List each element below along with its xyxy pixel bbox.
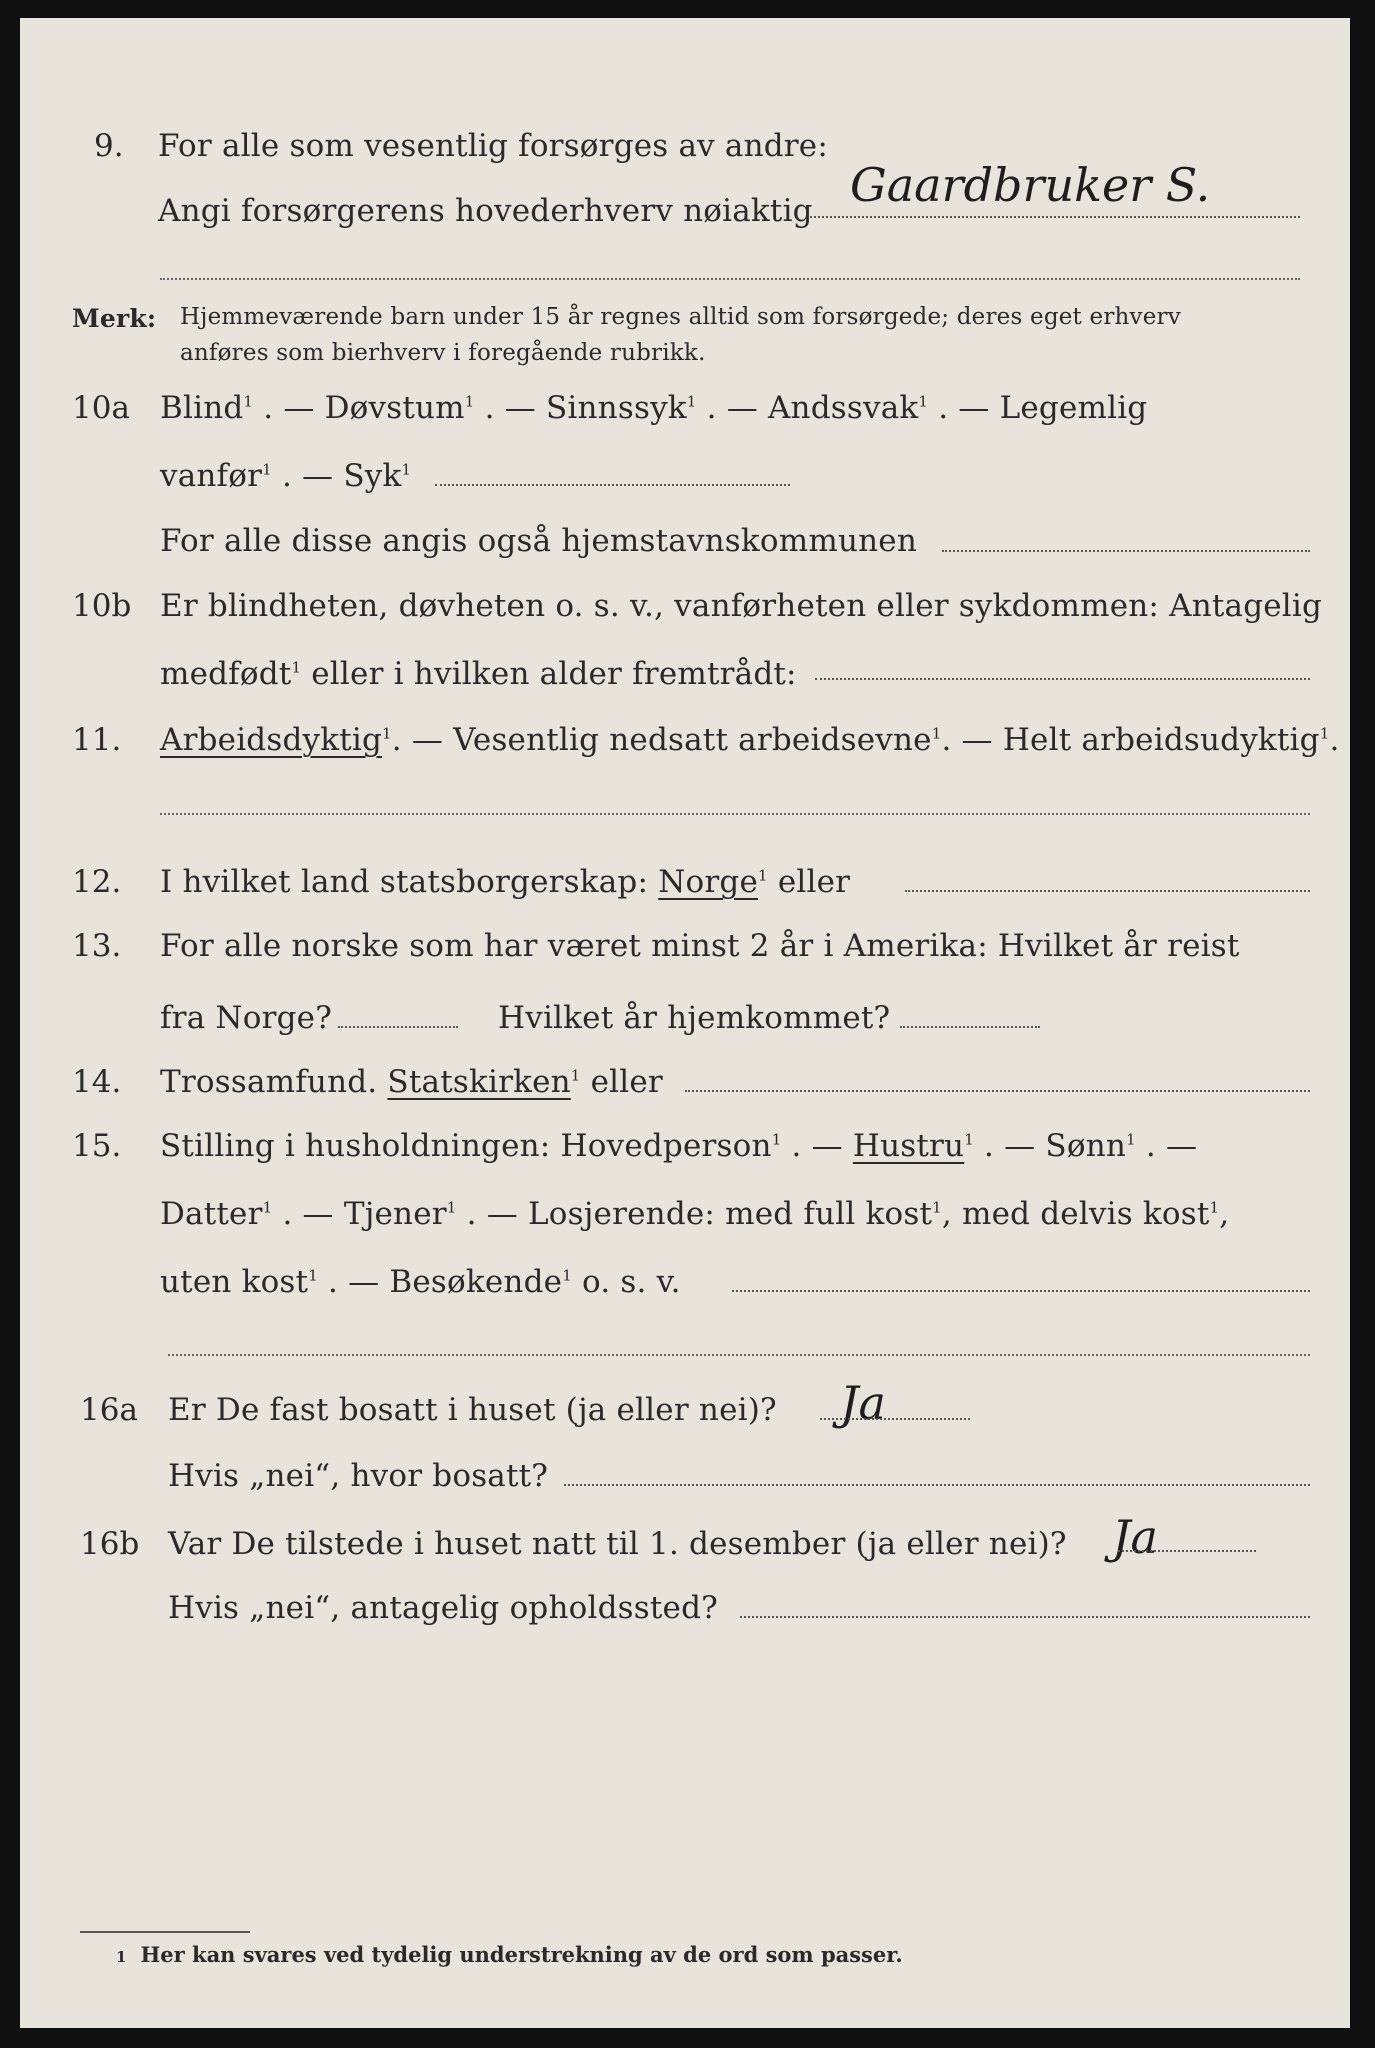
q16a-answer-line — [820, 1418, 970, 1420]
q11-extra-line — [160, 813, 1310, 815]
q12-line1: I hvilket land statsborgerskap: Norge$^1$ eller — [160, 864, 851, 900]
q9-line1: For alle som vesentlig forsørges av andre: — [158, 128, 828, 164]
q10b-line1: Er blindheten, døvheten o. s. v., vanførheten eller sykdommen: Antagelig — [160, 588, 1323, 624]
q10a-number: 10a — [72, 390, 130, 426]
q9-line2: Angi forsørgerens hovederhverv nøiaktig — [158, 193, 813, 229]
q9-extra-line — [160, 278, 1300, 280]
q15-answer-line — [732, 1290, 1310, 1292]
q10b-answer-line — [815, 678, 1310, 680]
census-form-page — [20, 18, 1350, 2028]
q10b-number: 10b — [72, 588, 132, 624]
q11-line1: Arbeidsdyktig$^1$. — Vesentlig nedsatt arbeidsevne$^1$. — Helt arbeidsudyktig$^1$. — [160, 722, 1340, 758]
q14-line1: Trossamfund. Statskirken$^1$ eller — [160, 1064, 663, 1100]
merk-line1: Hjemmeværende barn under 15 år regnes alltid som forsørgede; deres eget erhverv — [180, 304, 1181, 330]
q13-right-answer-line — [900, 1026, 1040, 1028]
q9-number: 9. — [94, 128, 124, 164]
q16a-where-line — [564, 1484, 1310, 1486]
q16b-number: 16b — [80, 1526, 140, 1562]
q16b-answer-line — [1118, 1550, 1256, 1552]
q15-line3: uten kost$^1$ . — Besøkende$^1$ o. s. v. — [160, 1264, 681, 1300]
q10a-line1: Blind$^1$ . — Døvstum$^1$ . — Sinnssyk$^1$ . — Andssvak$^1$ . — Legemlig — [160, 390, 1148, 426]
q15-extra-line — [168, 1354, 1310, 1356]
q10b-line2: medfødt$^1$ eller i hvilken alder fremtrådt: — [160, 656, 797, 692]
merk-label: Merk: — [72, 304, 157, 333]
footnote-rule — [80, 1931, 250, 1933]
q15-number: 15. — [72, 1128, 122, 1164]
q13-left-answer-line — [338, 1026, 458, 1028]
q15-line1: Stilling i husholdningen: Hovedperson$^1$ . — Hustru$^1$ . — Sønn$^1$ . — — [160, 1128, 1198, 1164]
q11-number: 11. — [72, 722, 122, 758]
q10a-line2: vanfør$^1$ . — Syk$^1$ — [160, 458, 412, 494]
q12-answer-line — [905, 890, 1310, 892]
q9-answer: Gaardbruker S. — [850, 158, 1211, 212]
q13-number: 13. — [72, 928, 122, 964]
q12-number: 12. — [72, 864, 122, 900]
q14-number: 14. — [72, 1064, 122, 1100]
q16b-line2: Hvis „nei“, antagelig opholdssted? — [168, 1590, 718, 1626]
q10a-line3: For alle disse angis også hjemstavnskommunen — [160, 523, 917, 559]
q14-answer-line — [685, 1090, 1310, 1092]
q16a-line1: Er De fast bosatt i huset (ja eller nei)? — [168, 1392, 777, 1428]
footnote-text: 1 Her kan svares ved tydelig understrekning av de ord som passer. — [116, 1942, 903, 1967]
q13-line2b: Hvilket år hjemkommet? — [498, 1000, 891, 1036]
q9-answer-line — [810, 216, 1300, 218]
q13-line1: For alle norske som har været minst 2 år i Amerika: Hvilket år reist — [160, 928, 1240, 964]
merk-line2: anføres som bierhverv i foregående rubrikk. — [180, 340, 706, 366]
q16a-number: 16a — [80, 1392, 138, 1428]
q10a-hometown-line — [942, 550, 1310, 552]
q16b-line1: Var De tilstede i huset natt til 1. desember (ja eller nei)? — [168, 1526, 1067, 1562]
q10a-answer-line — [435, 484, 790, 486]
q16a-line2: Hvis „nei“, hvor bosatt? — [168, 1458, 549, 1494]
q16b-answer: Ja — [1112, 1510, 1158, 1564]
q13-line2a: fra Norge? — [160, 1000, 333, 1036]
q15-line2: Datter$^1$ . — Tjener$^1$ . — Losjerende: med full kost$^1$, med delvis kost$^1$, — [160, 1196, 1230, 1232]
q16b-where-line — [740, 1616, 1310, 1618]
q16a-answer: Ja — [840, 1376, 886, 1430]
